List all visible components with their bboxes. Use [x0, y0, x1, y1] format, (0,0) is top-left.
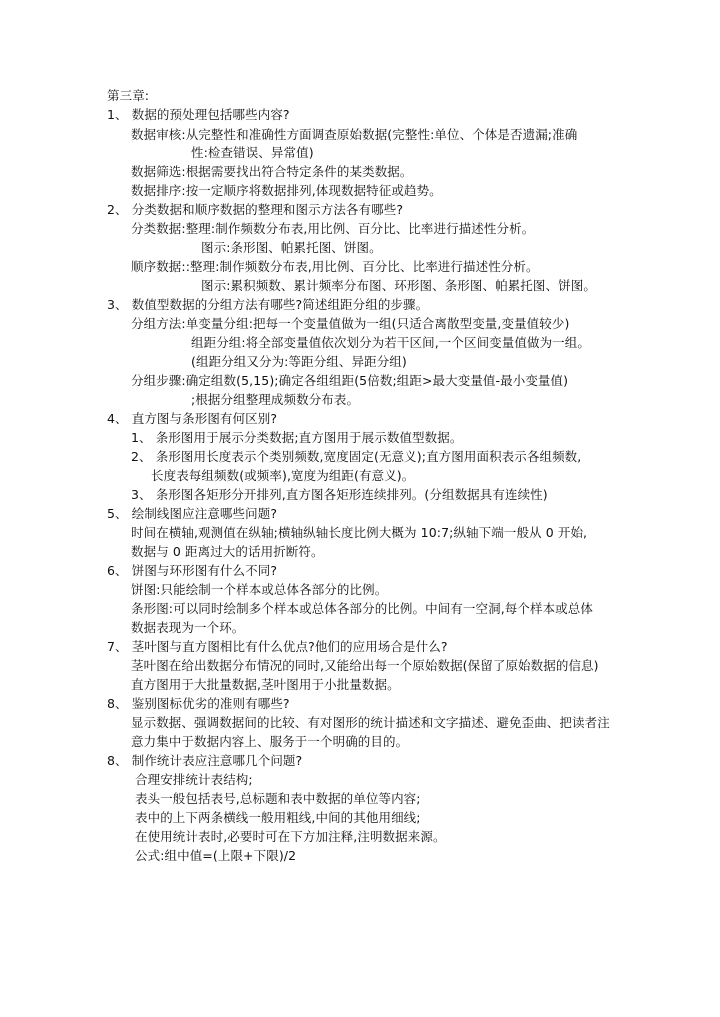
q5-line-1: 时间在横轴,观测值在纵轴;横轴纵轴长度比例大概为 10:7;纵轴下端一般从 0 开始,: [131, 525, 588, 540]
question-9-title: 8、 制作统计表应注意哪几个问题?: [107, 753, 303, 768]
q3-method-line-1: 分组方法:单变量分组:把每一个变量值做为一组(只适合离散型变量,变量值较少): [131, 316, 570, 331]
q9-line-2: 表头一般包括表号,总标题和表中数据的单位等内容;: [135, 791, 421, 806]
chapter-heading: 第三章:: [107, 88, 150, 103]
q6-line-2: 条形图:可以同时绘制多个样本或总体各部分的比例。中间有一空洞,每个样本或总体: [131, 601, 593, 616]
q5-line-2: 数据与 0 距离过大的话用折断符。: [131, 544, 324, 559]
q2-ordinal-organize: 顺序数据::整理:制作频数分布表,用比例、百分比、比率进行描述性分析。: [131, 259, 539, 274]
question-2-title: 2、 分类数据和顺序数据的整理和图示方法各有哪些?: [107, 202, 404, 217]
q2-categorical-chart: 图示:条形图、帕累托图、饼图。: [201, 240, 382, 255]
q3-method-line-2: 组距分组:将全部变量值依次划分为若干区间,一个区间变量值做为一组。: [191, 335, 590, 350]
question-5-title: 5、 绘制线图应注意哪些问题?: [107, 506, 278, 521]
q4-item-1: 1、 条形图用于展示分类数据;直方图用于展示数值型数据。: [131, 430, 463, 445]
q1-data-sort: 数据排序:按一定顺序将数据排列,体现数据特征或趋势。: [131, 183, 442, 198]
q1-data-audit-line-1: 数据审核:从完整性和准确性方面调查原始数据(完整性:单位、个体是否遗漏;准确: [131, 127, 578, 142]
q7-line-2: 直方图用于大批量数据,茎叶图用于小批量数据。: [131, 677, 400, 692]
q4-item-2-line-2: 长度表每组频数(或频率),宽度为组距(有意义)。: [151, 468, 415, 483]
q2-categorical-organize: 分类数据:整理:制作频数分布表,用比例、百分比、比率进行描述性分析。: [131, 221, 535, 236]
q3-method-line-3: (组距分组又分为:等距分组、异距分组): [191, 354, 407, 369]
q6-line-1: 饼图:只能绘制一个样本或总体各部分的比例。: [131, 582, 388, 597]
q3-steps-line-2: ;根据分组整理成频数分布表。: [191, 392, 360, 407]
question-1-title: 1、 数据的预处理包括哪些内容?: [107, 107, 290, 122]
question-7-title: 7、 茎叶图与直方图相比有什么优点?他们的应用场合是什么?: [107, 639, 448, 654]
question-6-title: 6、 饼图与环形图有什么不同?: [107, 563, 278, 578]
question-4-title: 4、 直方图与条形图有何区别?: [107, 411, 278, 426]
q2-ordinal-chart: 图示:累积频数、累计频率分布图、环形图、条形图、帕累托图、饼图。: [201, 278, 596, 293]
question-8-title: 8、 鉴别图标优劣的准则有哪些?: [107, 696, 290, 711]
q9-line-1: 合理安排统计表结构;: [135, 772, 253, 787]
q8-line-1: 显示数据、强调数据间的比较、有对图形的统计描述和文字描述、避免歪曲、把读者注: [131, 715, 610, 730]
q8-line-2: 意力集中于数据内容上、服务于一个明确的目的。: [131, 734, 409, 749]
q1-data-audit-line-2: 性:检查错误、异常值): [191, 145, 314, 160]
q9-formula: 公式:组中值=(上限+下限)/2: [135, 848, 297, 863]
q4-item-3: 3、 条形图各矩形分开排列,直方图各矩形连续排列。(分组数据具有连续性): [131, 487, 548, 502]
q6-line-3: 数据表现为一个环。: [131, 620, 245, 635]
q9-line-4: 在使用统计表时,必要时可在下方加注释,注明数据来源。: [135, 829, 446, 844]
q4-item-2-line-1: 2、 条形图用长度表示个类别频数,宽度固定(无意义);直方图用面积表示各组频数,: [131, 449, 582, 464]
q7-line-1: 茎叶图在给出数据分布情况的同时,又能给出每一个原始数据(保留了原始数据的信息): [131, 658, 599, 673]
q3-steps-line-1: 分组步骤:确定组数(5,15);确定各组组距(5倍数;组距>最大变量值-最小变量值): [131, 373, 569, 388]
q1-data-filter: 数据筛选:根据需要找出符合特定条件的某类数据。: [131, 164, 413, 179]
q9-line-3: 表中的上下两条横线一般用粗线,中间的其他用细线;: [135, 810, 421, 825]
question-3-title: 3、 数值型数据的分组方法有哪些?简述组距分组的步骤。: [107, 297, 429, 312]
